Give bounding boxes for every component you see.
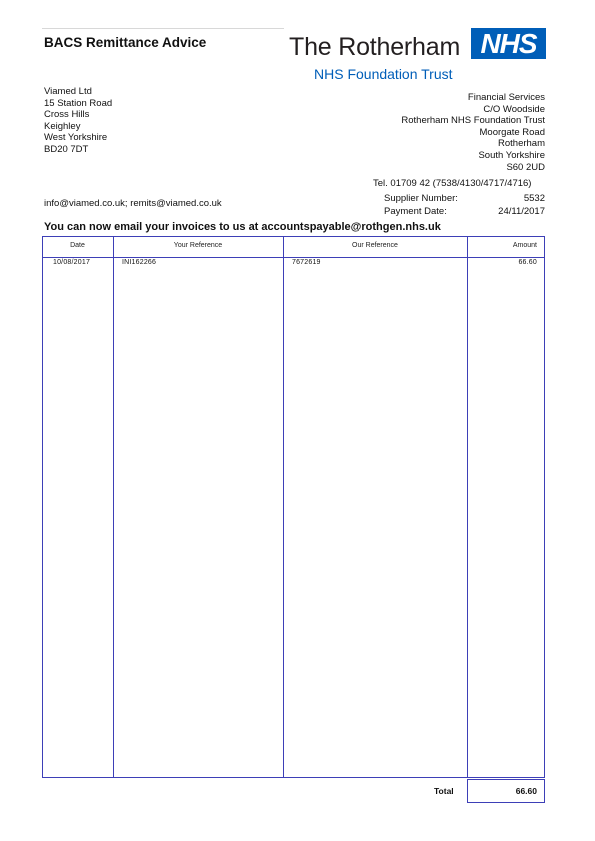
email-invoices-banner: You can now email your invoices to us at accountspayable@rothgen.nhs.uk	[44, 221, 441, 233]
telephone-line: Tel. 01709 42 (7538/4130/4717/4716)	[373, 178, 532, 189]
column-header-date: Date	[70, 242, 85, 249]
row-your-reference: INI162266	[122, 259, 157, 266]
supplier-address	[44, 86, 112, 156]
finance-address-line: S60 2UD	[506, 161, 545, 173]
finance-address-line: Moorgate Road	[479, 126, 545, 138]
supplier-number-label: Supplier Number:	[384, 193, 458, 204]
supplier-address-line: BD20 7DT	[44, 143, 89, 155]
row-amount: 66.60	[518, 259, 537, 266]
nhs-logo-badge	[471, 28, 546, 59]
supplier-address-line: West Yorkshire	[44, 132, 108, 144]
finance-address-line: Rotherham NHS Foundation Trust	[401, 115, 545, 127]
total-label: Total	[434, 786, 454, 796]
finance-address-line: Financial Services	[467, 92, 545, 103]
column-divider	[113, 236, 114, 778]
column-header-your-reference: Your Reference	[173, 242, 223, 249]
supplier-number-value: 5532	[523, 193, 545, 204]
remittance-table	[42, 236, 545, 778]
finance-address	[401, 92, 545, 173]
table-header-divider	[42, 257, 545, 258]
finance-address-line: South Yorkshire	[478, 149, 545, 161]
payment-date-value: 24/11/2017	[498, 206, 545, 217]
supplier-emails: info@viamed.co.uk; remits@viamed.co.uk	[44, 198, 222, 209]
supplier-address-line: Keighley	[44, 120, 81, 132]
header-divider	[42, 28, 284, 29]
row-our-reference: 7672619	[292, 259, 321, 266]
document-title: BACS Remittance Advice	[44, 35, 207, 50]
supplier-address-line: 15 Station Road	[44, 97, 113, 109]
logo-org-name: The Rotherham	[289, 33, 461, 61]
finance-address-line: Rotherham	[498, 138, 545, 150]
payment-date-label: Payment Date:	[384, 206, 447, 217]
supplier-address-line: Viamed Ltd	[44, 86, 92, 97]
total-value: 66.60	[515, 786, 537, 796]
column-header-our-reference: Our Reference	[352, 242, 398, 249]
finance-address-line: C/O Woodside	[483, 103, 545, 115]
row-date: 10/08/2017	[53, 259, 91, 266]
nhs-logo-text: NHS	[480, 28, 537, 59]
column-divider	[283, 236, 284, 778]
column-header-amount: Amount	[512, 242, 537, 249]
logo-trust-name: NHS Foundation Trust	[314, 66, 453, 82]
supplier-address-line: Cross Hills	[44, 109, 90, 121]
column-divider	[467, 236, 468, 778]
